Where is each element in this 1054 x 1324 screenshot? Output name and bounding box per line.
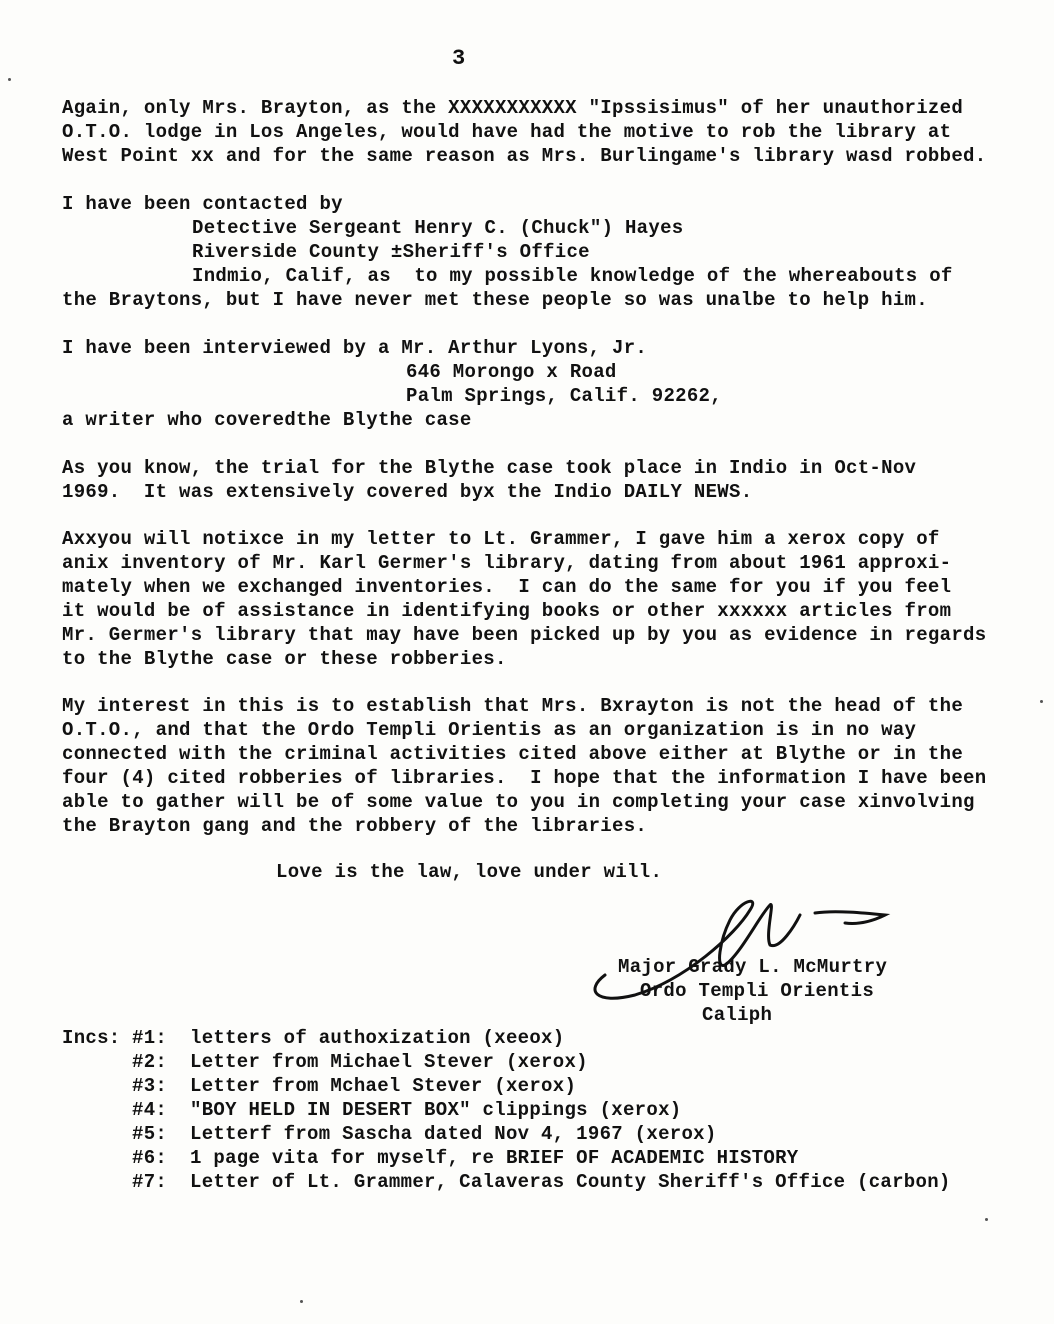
closing-line: Love is the law, love under will.: [276, 861, 663, 883]
para6-line-3: connected with the criminal activities cited above either at Blythe or in the: [62, 743, 964, 765]
para3-line-1: I have been interviewed by a Mr. Arthur Lyons, Jr.: [62, 337, 648, 359]
para6-line-4: four (4) cited robberies of libraries. I hope that the information I have been: [62, 767, 987, 789]
para5-line-2: anix inventory of Mr. Karl Germer's library, dating from about 1961 approxi-: [62, 552, 952, 574]
para5-line-1: Axxyou will notixce in my letter to Lt. Grammer, I gave him a xerox copy of: [62, 528, 940, 550]
enclosure-number: #3:: [132, 1075, 168, 1097]
para6-line-2: O.T.O., and that the Ordo Templi Orientis as an organization is in no way: [62, 719, 917, 741]
enclosure-number: #5:: [132, 1123, 168, 1145]
para6-line-1: My interest in this is to establish that Mrs. Bxrayton is not the head of the: [62, 695, 964, 717]
para2-line-2: Detective Sergeant Henry C. (Chuck") Hayes: [192, 217, 684, 239]
enclosure-number: #1:: [132, 1027, 168, 1049]
scan-speck: [8, 78, 11, 81]
para1-line-3: West Point xx and for the same reason as Mrs. Burlingame's library wasd robbed.: [62, 145, 987, 167]
enclosure-text: Letterf from Sascha dated Nov 4, 1967 (xerox): [190, 1123, 717, 1145]
enclosure-text: 1 page vita for myself, re BRIEF OF ACADEMIC HISTORY: [190, 1147, 799, 1169]
para3-line-3: Palm Springs, Calif. 92262,: [406, 385, 722, 407]
para1-line-2: O.T.O. lodge in Los Angeles, would have had the motive to rob the library at: [62, 121, 952, 143]
para2-line-3: Riverside County ±Sheriff's Office: [192, 241, 590, 263]
para2-line-5: the Braytons, but I have never met these people so was unalbe to help him.: [62, 289, 928, 311]
para5-line-5: Mr. Germer's library that may have been picked up by you as evidence in regards: [62, 624, 987, 646]
para5-line-4: it would be of assistance in identifying books or other xxxxxx articles from: [62, 600, 952, 622]
enclosure-number: #2:: [132, 1051, 168, 1073]
para1-line-1: Again, only Mrs. Brayton, as the XXXXXXXXXXX "Ipssisimus" of her unauthorized: [62, 97, 964, 119]
signature-org: Ordo Templi Orientis: [640, 980, 875, 1002]
para2-line-4: Indmio, Calif, as to my possible knowledge of the whereabouts of: [192, 265, 953, 287]
scan-speck: [300, 1300, 303, 1303]
para4-line-2: 1969. It was extensively covered byx the Indio DAILY NEWS.: [62, 481, 753, 503]
para5-line-3: mately when we exchanged inventories. I can do the same for you if you feel: [62, 576, 952, 598]
para6-line-6: the Brayton gang and the robbery of the libraries.: [62, 815, 648, 837]
enclosure-number: #6:: [132, 1147, 168, 1169]
enclosures-label: Incs:: [62, 1027, 121, 1049]
enclosure-text: Letter from Mchael Stever (xerox): [190, 1075, 577, 1097]
signature-name: Major Grady L. McMurtry: [618, 956, 888, 978]
enclosure-number: #4:: [132, 1099, 168, 1121]
para6-line-5: able to gather will be of some value to you in completing your case xinvolving: [62, 791, 975, 813]
para2-line-1: I have been contacted by: [62, 193, 343, 215]
enclosure-text: Letter of Lt. Grammer, Calaveras County Sheriff's Office (carbon): [190, 1171, 951, 1193]
scan-speck: [1040, 700, 1043, 703]
para4-line-1: As you know, the trial for the Blythe case took place in Indio in Oct-Nov: [62, 457, 917, 479]
para3-line-4: a writer who coveredthe Blythe case: [62, 409, 472, 431]
signature-title: Caliph: [702, 1004, 773, 1026]
para3-line-2: 646 Morongo x Road: [406, 361, 617, 383]
enclosure-text: Letter from Michael Stever (xerox): [190, 1051, 588, 1073]
page-number: 3: [452, 46, 466, 71]
scan-speck: [985, 1218, 988, 1221]
para5-line-6: to the Blythe case or these robberies.: [62, 648, 507, 670]
enclosure-text: letters of authoxization (xeeox): [190, 1027, 565, 1049]
enclosure-text: "BOY HELD IN DESERT BOX" clippings (xerox): [190, 1099, 682, 1121]
enclosure-number: #7:: [132, 1171, 168, 1193]
